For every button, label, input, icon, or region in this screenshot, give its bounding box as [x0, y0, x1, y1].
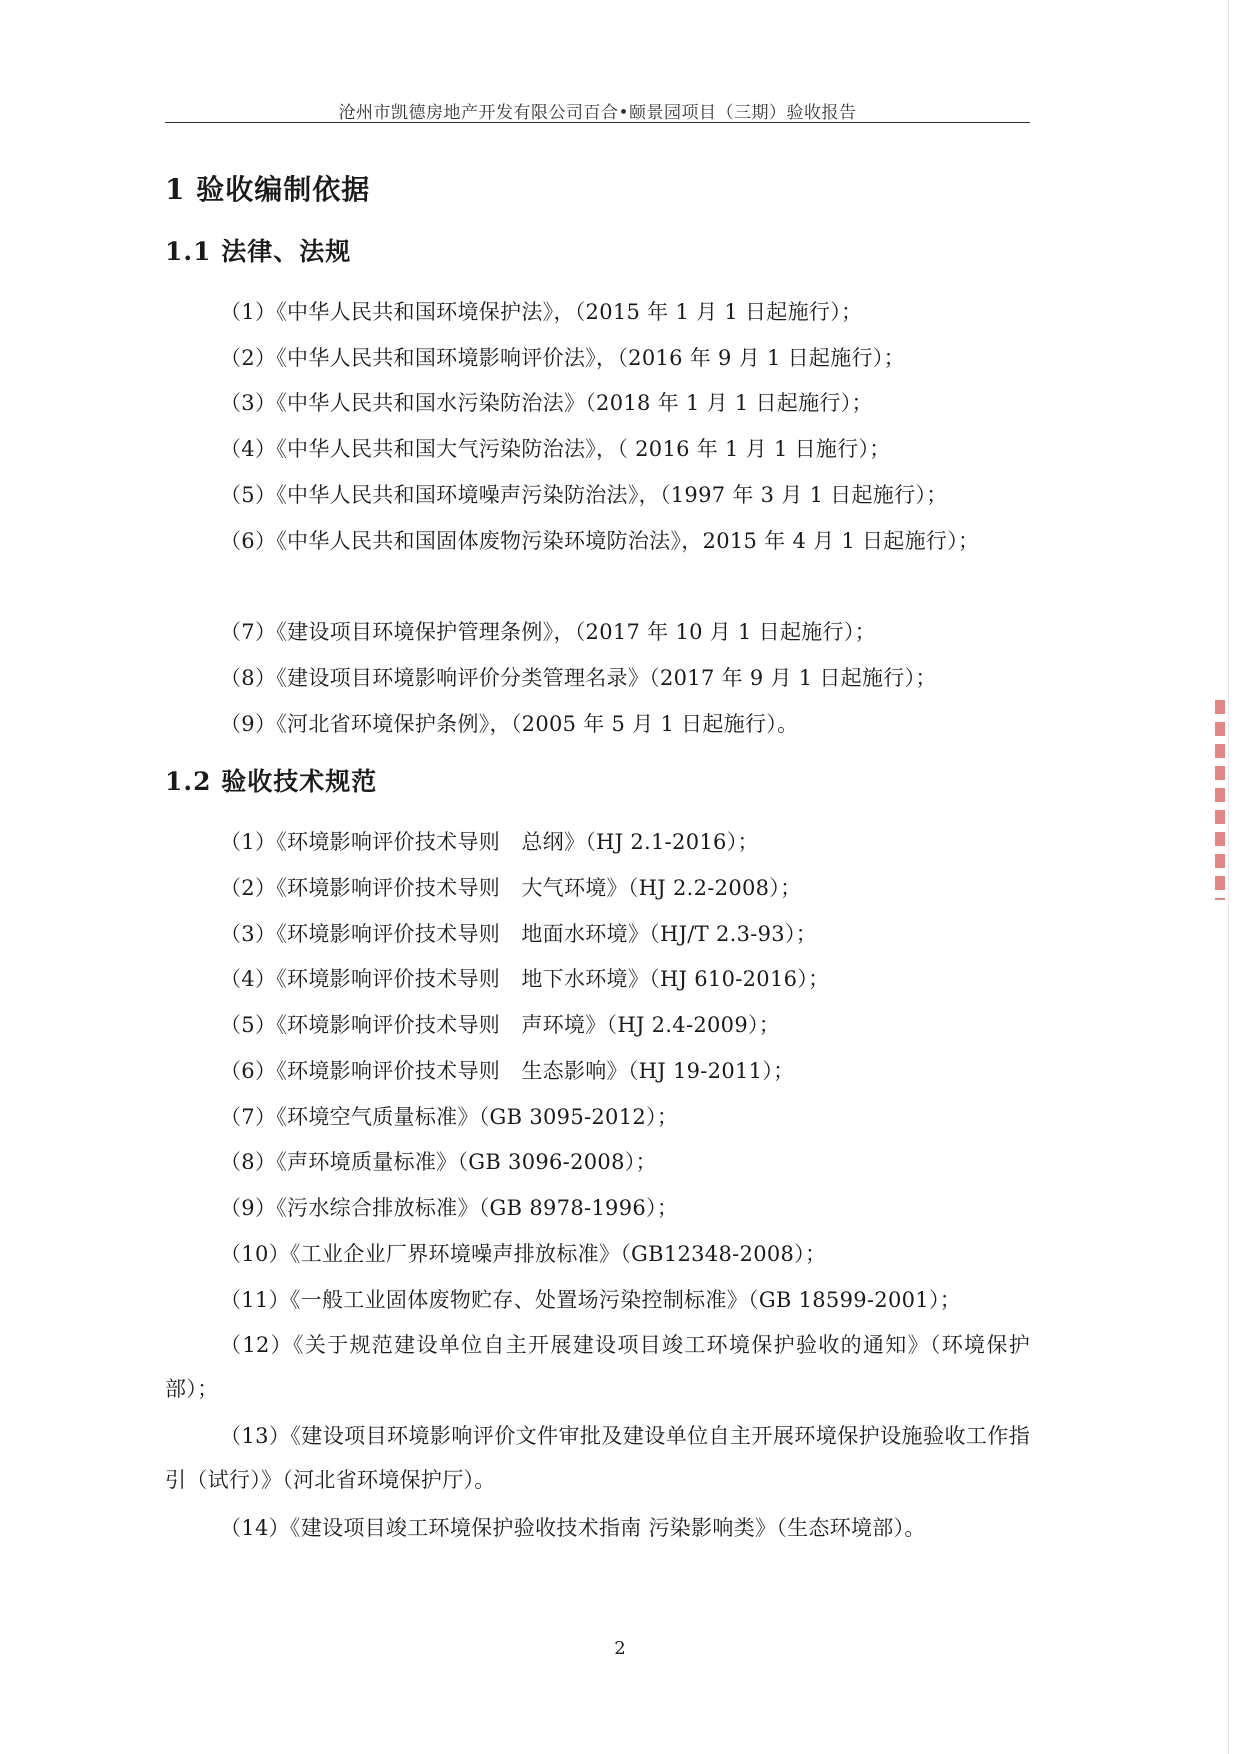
- law-item-9: （9）《河北省环境保护条例》，（2005 年 5 月 1 日起施行）。: [220, 712, 799, 736]
- law-item-2: （2）《中华人民共和国环境影响评价法》，（2016 年 9 月 1 日起施行）；: [220, 346, 905, 370]
- law-item-7: （7）《建设项目环境保护管理条例》，（2017 年 10 月 1 日起施行）；: [220, 620, 876, 644]
- spec-item-7: （7）《环境空气质量标准》（GB 3095-2012）；: [220, 1105, 679, 1129]
- law-item-8: （8）《建设项目环境影响评价分类管理名录》（2017 年 9 月 1 日起施行）；: [220, 666, 937, 690]
- running-header: 沧州市凯德房地产开发有限公司百合•颐景园项目（三期）验收报告: [338, 103, 857, 123]
- header-rule: [165, 122, 1030, 123]
- spec-item-3: （3）《环境影响评价技术导则 地面水环境》（HJ/T 2.3-93）；: [220, 922, 818, 946]
- page-number: 2: [614, 1638, 626, 1659]
- spec-item-14: （14）《建设项目竣工环境保护验收技术指南 污染影响类》（生态环境部）。: [220, 1516, 926, 1540]
- law-item-5: （5）《中华人民共和国环境噪声污染防治法》，（1997 年 3 月 1 日起施行）；: [220, 483, 948, 507]
- spec-item-11: （11）《一般工业固体废物贮存、处置场污染控制标准》（GB 18599-2001）；: [220, 1288, 962, 1312]
- spec-item-12: （12）《关于规范建设单位自主开展建设项目竣工环境保护验收的通知》（环境保护部）；: [165, 1333, 1030, 1401]
- spec-item-9: （9）《污水综合排放标准》（GB 8978-1996）；: [220, 1196, 679, 1220]
- law-item-4: （4）《中华人民共和国大气污染防治法》，（ 2016 年 1 月 1 日施行）；: [220, 437, 891, 461]
- spec-item-6: （6）《环境影响评价技术导则 生态影响》（HJ 19-2011）；: [220, 1059, 795, 1083]
- section-1-1-heading: 1.1 法律、法规: [165, 237, 352, 266]
- spec-item-1: （1）《环境影响评价技术导则 总纲》（HJ 2.1-2016）；: [220, 830, 759, 854]
- spec-item-4: （4）《环境影响评价技术导则 地下水环境》（HJ 610-2016）；: [220, 967, 830, 991]
- law-item-3: （3）《中华人民共和国水污染防治法》（2018 年 1 月 1 日起施行）；: [220, 391, 873, 415]
- spec-item-13: （13）《建设项目环境影响评价文件审批及建设单位自主开展环境保护设施验收工作指引（试行）》（河北省环境保护厅）。: [165, 1424, 1030, 1492]
- law-item-6: （6）《中华人民共和国固体废物污染环境防治法》，2015 年 4 月 1 日起施行）；: [220, 529, 980, 553]
- section-1-heading: 1 验收编制依据: [165, 173, 371, 206]
- law-item-1: （1）《中华人民共和国环境保护法》，（2015 年 1 月 1 日起施行）；: [220, 300, 863, 324]
- scan-edge-line: [1228, 0, 1229, 1754]
- section-1-2-heading: 1.2 验收技术规范: [165, 767, 378, 796]
- seal-stamp-edge: [1215, 700, 1225, 900]
- spec-item-10: （10）《工业企业厂界环境噪声排放标准》（GB12348-2008）；: [220, 1242, 827, 1266]
- spec-item-5: （5）《环境影响评价技术导则 声环境》（HJ 2.4-2009）；: [220, 1013, 781, 1037]
- spec-item-2: （2）《环境影响评价技术导则 大气环境》（HJ 2.2-2008）；: [220, 876, 802, 900]
- spec-item-8: （8）《声环境质量标准》（GB 3096-2008）；: [220, 1150, 657, 1174]
